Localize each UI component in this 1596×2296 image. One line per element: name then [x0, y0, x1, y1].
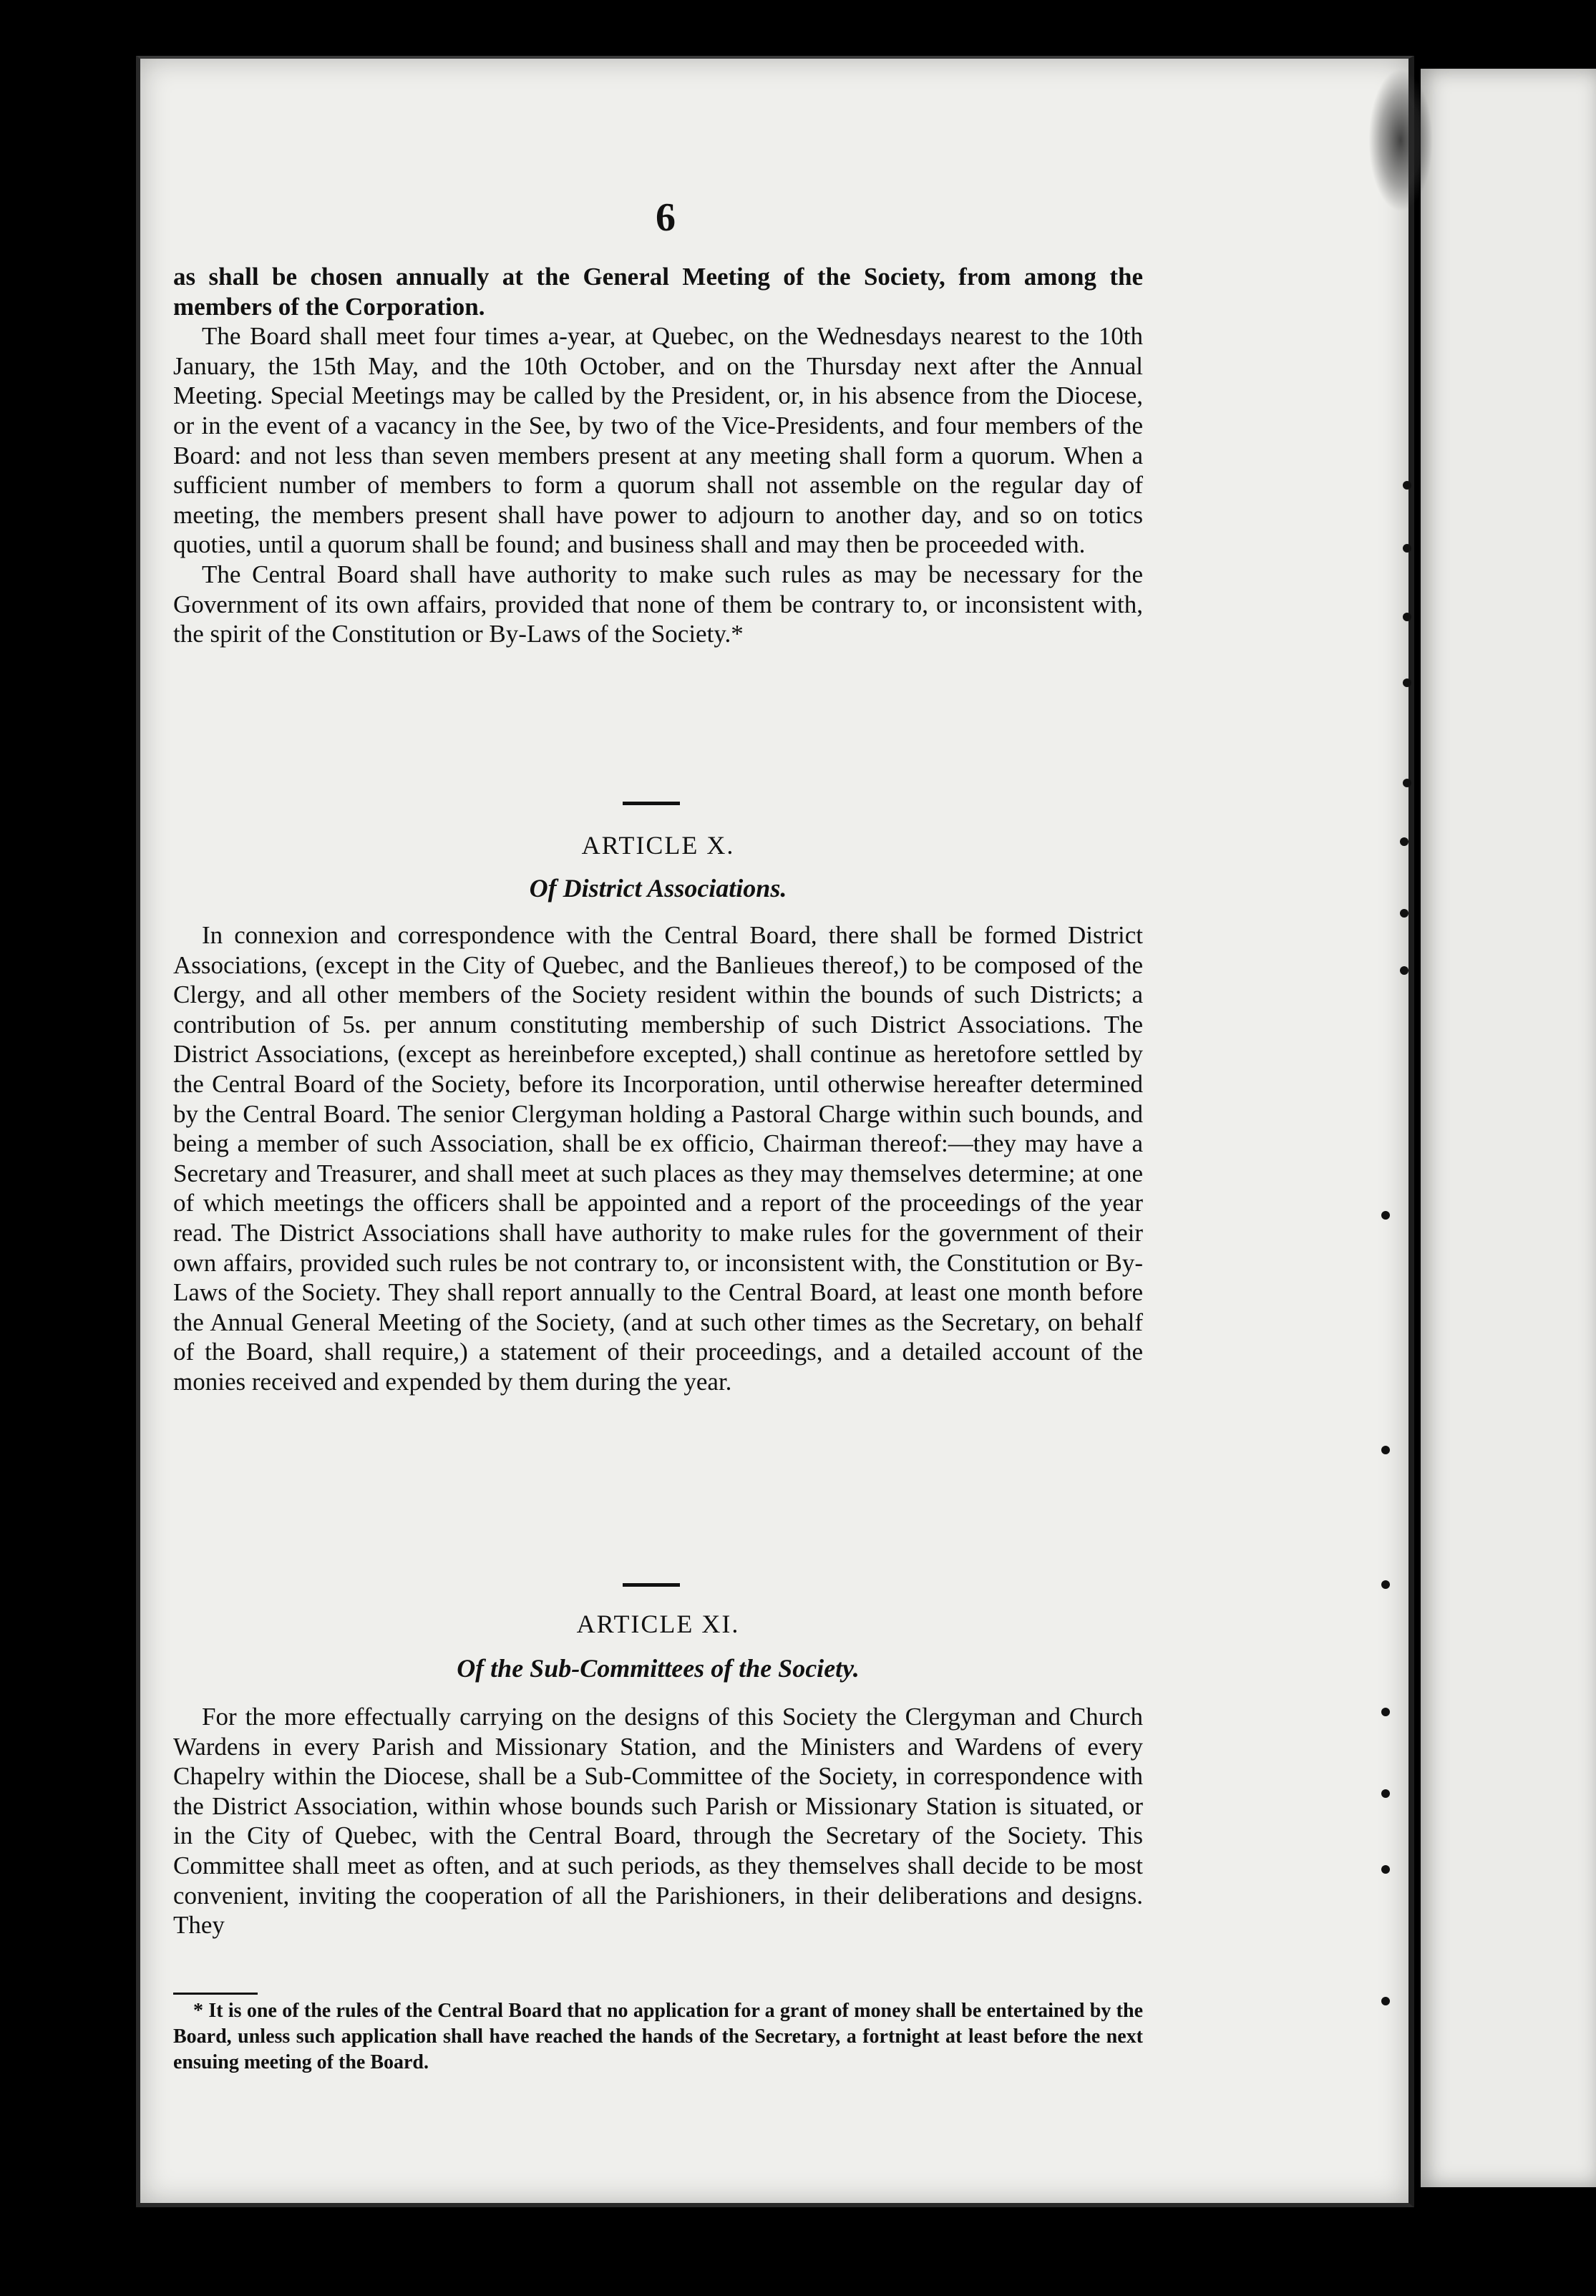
article-heading: ARTICLE XI. — [576, 1610, 740, 1638]
paragraph: For the more effectually carrying on the designs of this Society the Clergyman and Church Wardens in every Parish and Missionary Station, and the Ministers and Wardens of every Chapelry within the Diocese, shall be a Sub-Committee of the Society, in correspondence with the District Association, within whose bounds such Parish or Missionary Station is situated, or in the City of Quebec, with the Central Board, through the Secretary of the Society. This Committee shall meet as often, and at such periods, as they themselves shall decide to be most convenient, inviting the cooperation of all the Parishioners, in their deliberations and designs. They — [173, 1703, 1143, 1940]
article-body — [173, 920, 1143, 1397]
margin-speck — [1381, 1580, 1390, 1589]
margin-speck — [1381, 1865, 1390, 1874]
margin-speck — [1403, 481, 1411, 490]
margin-speck — [1403, 544, 1411, 553]
margin-speck — [1400, 966, 1408, 975]
binding-shadow — [1368, 69, 1433, 212]
article-body — [173, 1702, 1143, 1940]
section-divider — [623, 802, 680, 805]
footnote: * It is one of the rules of the Central Board that no application for a grant of money shall be entertained by the Board, unless such application shall have reached the hands of the Secretary, a fortnight at least before the next ensuing meeting of the Board. — [173, 2000, 1143, 2073]
facing-page-edge — [1421, 69, 1596, 2187]
margin-speck — [1381, 1708, 1390, 1716]
margin-speck — [1400, 837, 1408, 846]
footnote-divider — [173, 1993, 258, 1995]
margin-speck — [1403, 613, 1411, 621]
margin-speck — [1400, 909, 1408, 918]
margin-speck — [1381, 1446, 1390, 1454]
page-number: 6 — [656, 195, 676, 240]
article-continuation — [173, 262, 1143, 649]
paragraph: The Central Board shall have authority to make such rules as may be necessary for the Government of its own affairs, provided that none of them be contrary to, or inconsistent with, the spirit of the Constitution or By-Laws of the Society.* — [173, 560, 1143, 648]
margin-speck — [1381, 1789, 1390, 1798]
margin-speck — [1403, 779, 1411, 787]
article-subheading: Of District Associations. — [529, 874, 787, 903]
margin-speck — [1381, 1997, 1390, 2005]
paragraph: The Board shall meet four times a-year, at Quebec, on the Wednesdays nearest to the 10th January, the 15th May, and the 10th October, and on the Thursday next after the Annual Meeting. Special Meetings may be called by the President, or, in his absence from the Diocese, or in the event of a vacancy in the See, by two of the Vice-Presidents, and four members of the Board: and not less than seven members present at any meeting shall form a quorum. When a sufficient number of members to form a quorum shall not assemble on the regular day of meeting, the members present shall have power to adjourn to another day, and so on totics quoties, until a quorum shall be found; and business shall and may then be proceeded with. — [173, 322, 1143, 559]
paragraph: as shall be chosen annually at the General Meeting of the Society, from among the members of the Corporation. — [173, 263, 1143, 321]
section-divider — [623, 1583, 680, 1587]
margin-speck — [1381, 1211, 1390, 1220]
article-heading: ARTICLE X. — [581, 831, 735, 860]
margin-speck — [1403, 678, 1411, 687]
article-subheading: Of the Sub-Committees of the Society. — [457, 1654, 860, 1683]
paragraph: In connexion and correspondence with the Central Board, there shall be formed District Associations, (except in the City of Quebec, and the Banlieues thereof,) to be composed of the Clergy, and all other members of the Society resident within the bounds of such Districts; a contribution of 5s. per annum constituting membership of such District Associations. The District Associations, (except as hereinbefore excepted,) shall continue as heretofore settled by the Central Board of the Society, before its Incorporation, until otherwise hereafter determined by the Central Board. The senior Clergyman holding a Pastoral Charge within such bounds, and being a member of such Association, shall be ex officio, Chairman thereof:—they may have a Secretary and Treasurer, and shall meet at such places as they may themselves determine; at one of which meetings the officers shall be appointed and a report of the proceedings of the year read. The District Associations shall have authority to make rules for the government of their own affairs, provided such rules be not contrary to, or inconsistent with, the Constitution or By-Laws of the Society. They shall report annually to the Central Board, at least one month before the Annual General Meeting of the Society, (and at such other times as the Secretary, on behalf of the Board, shall require,) a statement of their proceedings, and a detailed account of the monies received and expended by them during the year. — [173, 921, 1143, 1396]
